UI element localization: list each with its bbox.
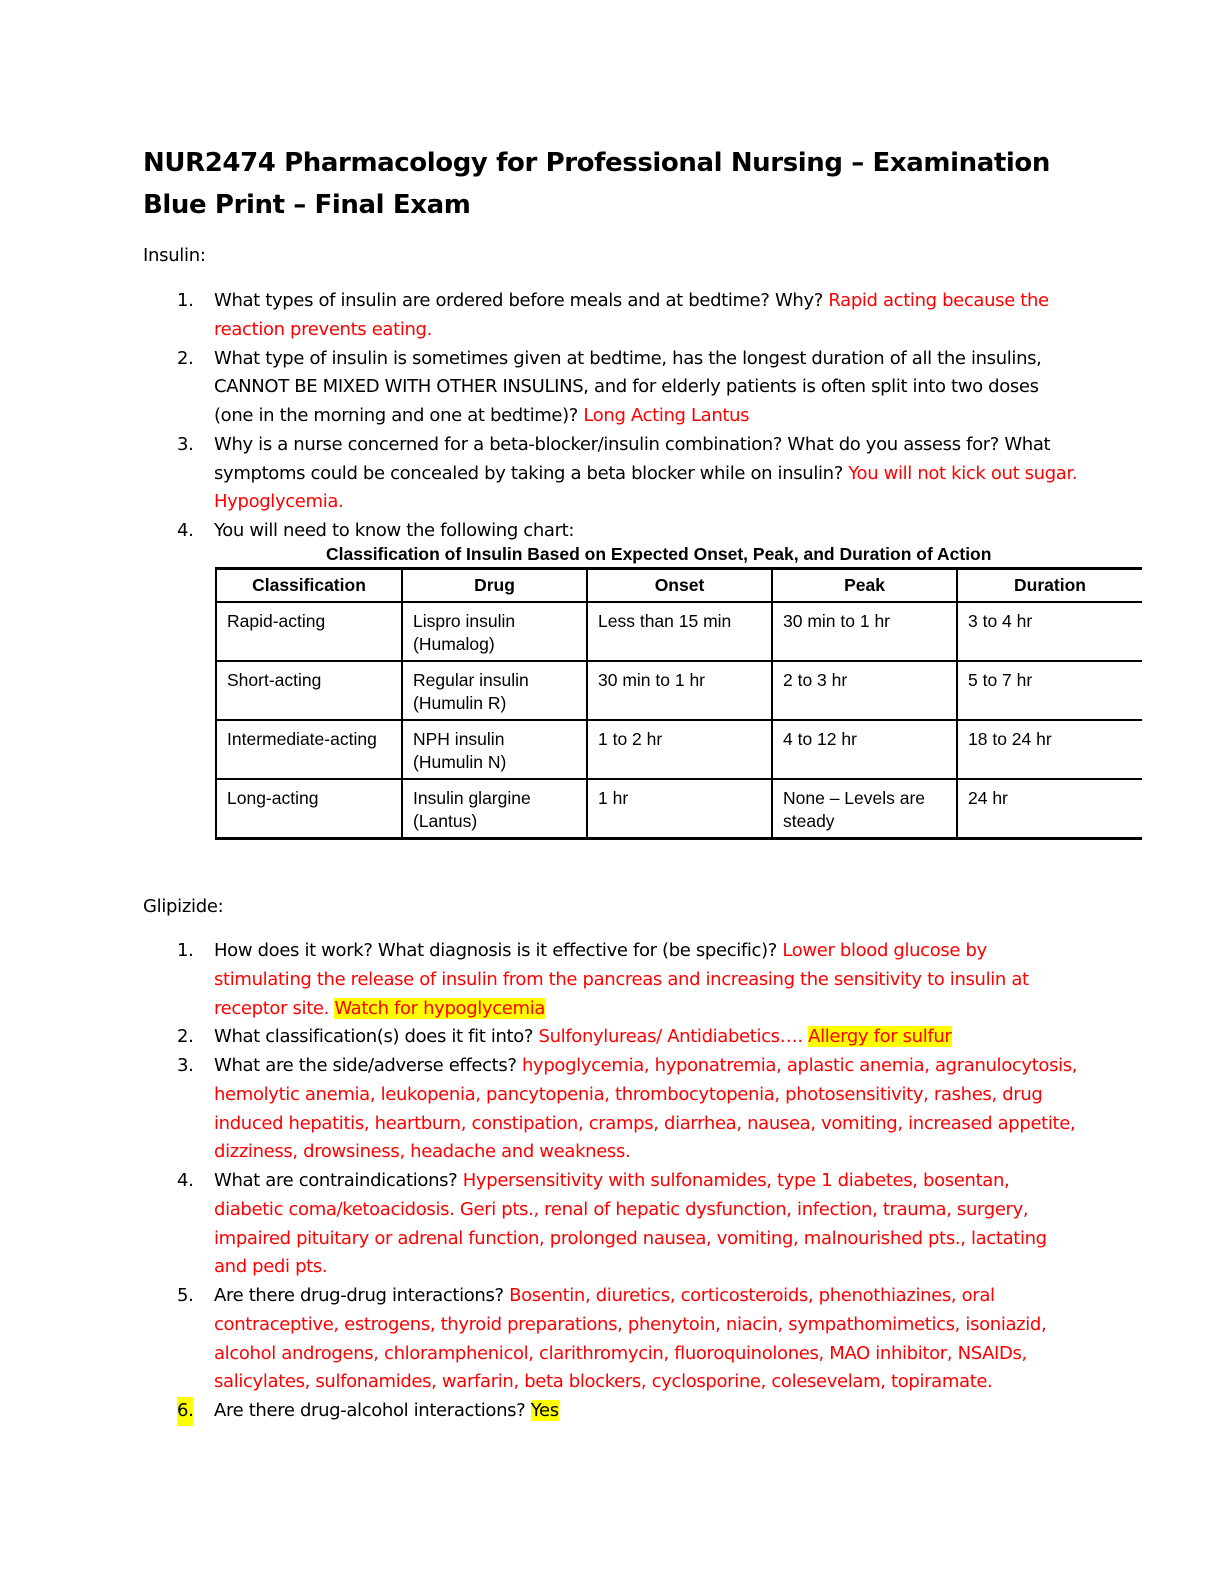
document-title: NUR2474 Pharmacology for Professional Nursing – Examination Blue Print – Final Exam [143, 148, 1050, 220]
table-cell: Lispro insulin (Humalog) [402, 602, 587, 661]
table-cell: 24 hr [957, 779, 1142, 839]
list-number: 1. [177, 290, 194, 311]
list-number: 1. [177, 940, 194, 961]
list-item [143, 1052, 1078, 1167]
answer-text: Bosentin, diuretics, corticosteroids, phenothiazines, oral contraceptive, estrogens, thyroid preparations, phenytoin, niacin, sympathomimetics, isoniazid, alcohol androgens, chloramphenicol, clarithromycin, fluoroquinolones, MAO inhibitor, NSAIDs, salicylates, sulfonamides, warfarin, beta blockers, cyclosporine, colesevelam, topiramate. [214, 1285, 1047, 1393]
table-cell: Short-acting [216, 661, 402, 720]
table-cell: 5 to 7 hr [957, 661, 1142, 720]
list-item [143, 431, 1078, 517]
question-text: Are there drug-alcohol interactions? [214, 1400, 531, 1421]
table-row [216, 602, 1142, 661]
insulin-question-list [143, 287, 1078, 546]
list-number: 4. [177, 1170, 194, 1191]
table-cell: 4 to 12 hr [772, 720, 957, 779]
list-item [143, 1023, 1078, 1052]
column-header: Classification [216, 569, 402, 603]
table-cell: 3 to 4 hr [957, 602, 1142, 661]
list-item [143, 1282, 1078, 1397]
list-number: 2. [177, 347, 194, 369]
question-text: What classification(s) does it fit into? [214, 1026, 539, 1048]
question-text: You will need to know the following chart: [214, 520, 575, 541]
question-text: How does it work? What diagnosis is it effective for (be specific)? [214, 940, 783, 961]
list-item [143, 517, 1078, 546]
table-cell: None – Levels are steady [772, 779, 957, 839]
list-item [143, 937, 1078, 1023]
question-text: Why is a nurse concerned for a beta-blocker/insulin combination? What do you assess for? What symptoms could be concealed by taking a beta blocker while on insulin? [214, 433, 1051, 484]
chart-title: Classification of Insulin Based on Expected Onset, Peak, and Duration of Action [326, 544, 992, 564]
section-heading-glipizide: Glipizide: [143, 896, 224, 917]
table-header-row [216, 569, 1142, 603]
answer-text: Sulfonylureas/ Antidiabetics…. [538, 1026, 809, 1048]
answer-text: Long Acting Lantus [583, 405, 750, 426]
table-row [216, 779, 1142, 839]
answer-text: hypoglycemia, hyponatremia, aplastic anemia, agranulocytosis, hemolytic anemia, leukopenia, pancytopenia, thrombocytopenia, photosensitivity, rashes, drug induced hepatitis, heartburn, constipation, cramps, diarrhea, nausea, vomiting, increased appetite, dizziness, drowsiness, headache and weakness. [214, 1055, 1078, 1163]
list-number: 2. [177, 1026, 194, 1048]
table-cell: Intermediate-acting [216, 720, 402, 779]
table-cell: 2 to 3 hr [772, 661, 957, 720]
answer-text: You will not kick out sugar. Hypoglycemia. [214, 462, 1078, 513]
highlighted-answer: Allergy for sulfur [808, 1026, 952, 1048]
question-text: What are the side/adverse effects? [214, 1055, 522, 1076]
section-heading-insulin: Insulin: [143, 245, 206, 266]
column-header: Drug [402, 569, 587, 603]
list-item [143, 345, 1078, 431]
table-cell: Regular insulin (Humulin R) [402, 661, 587, 720]
list-item [143, 287, 1078, 345]
column-header: Duration [957, 569, 1142, 603]
table-cell: Long-acting [216, 779, 402, 839]
list-number: 3. [177, 1055, 194, 1076]
question-text: Are there drug-drug interactions? [214, 1285, 510, 1306]
table-row [216, 661, 1142, 720]
list-number: 5. [177, 1285, 194, 1306]
table-cell: 1 to 2 hr [587, 720, 772, 779]
table-cell: 1 hr [587, 779, 772, 839]
glipizide-question-list [143, 937, 1078, 1426]
highlighted-answer: Watch for hypoglycemia [334, 997, 546, 1019]
insulin-classification-table [215, 567, 1142, 840]
table-row [216, 720, 1142, 779]
question-text: What are contraindications? [214, 1170, 463, 1191]
table-cell: Rapid-acting [216, 602, 402, 661]
column-header: Peak [772, 569, 957, 603]
table-cell: 30 min to 1 hr [772, 602, 957, 661]
list-number: 4. [177, 520, 194, 541]
question-text: What type of insulin is sometimes given at bedtime, has the longest duration of all the insulins, CANNOT BE MIXED WITH OTHER INSULINS, and for elderly patients is often split into two doses (one in the morning and one at bedtime)? [214, 347, 1042, 426]
table-cell: 18 to 24 hr [957, 720, 1142, 779]
answer-text: Rapid acting because the reaction prevents eating. [214, 290, 1049, 340]
table-cell: NPH insulin (Humulin N) [402, 720, 587, 779]
table-cell: Insulin glargine (Lantus) [402, 779, 587, 839]
table-cell: 30 min to 1 hr [587, 661, 772, 720]
table-cell: Less than 15 min [587, 602, 772, 661]
column-header: Onset [587, 569, 772, 603]
list-number: 3. [177, 433, 194, 455]
list-item [143, 1167, 1078, 1282]
list-number: 6. [177, 1397, 193, 1426]
question-text: What types of insulin are ordered before meals and at bedtime? Why? [214, 290, 829, 311]
highlighted-answer: Yes [530, 1400, 559, 1421]
answer-text: Lower blood glucose by stimulating the release of insulin from the pancreas and increasing the sensitivity to insulin at receptor site. [214, 940, 1029, 1019]
answer-text: Hypersensitivity with sulfonamides, type 1 diabetes, bosentan, diabetic coma/ketoacidosis. Geri pts., renal of hepatic dysfunction, infection, trauma, surgery, impaired pituitary or adrenal function, prolonged nausea, vomiting, malnourished pts., lactating and pedi pts. [214, 1170, 1047, 1278]
list-item [143, 1397, 1078, 1426]
